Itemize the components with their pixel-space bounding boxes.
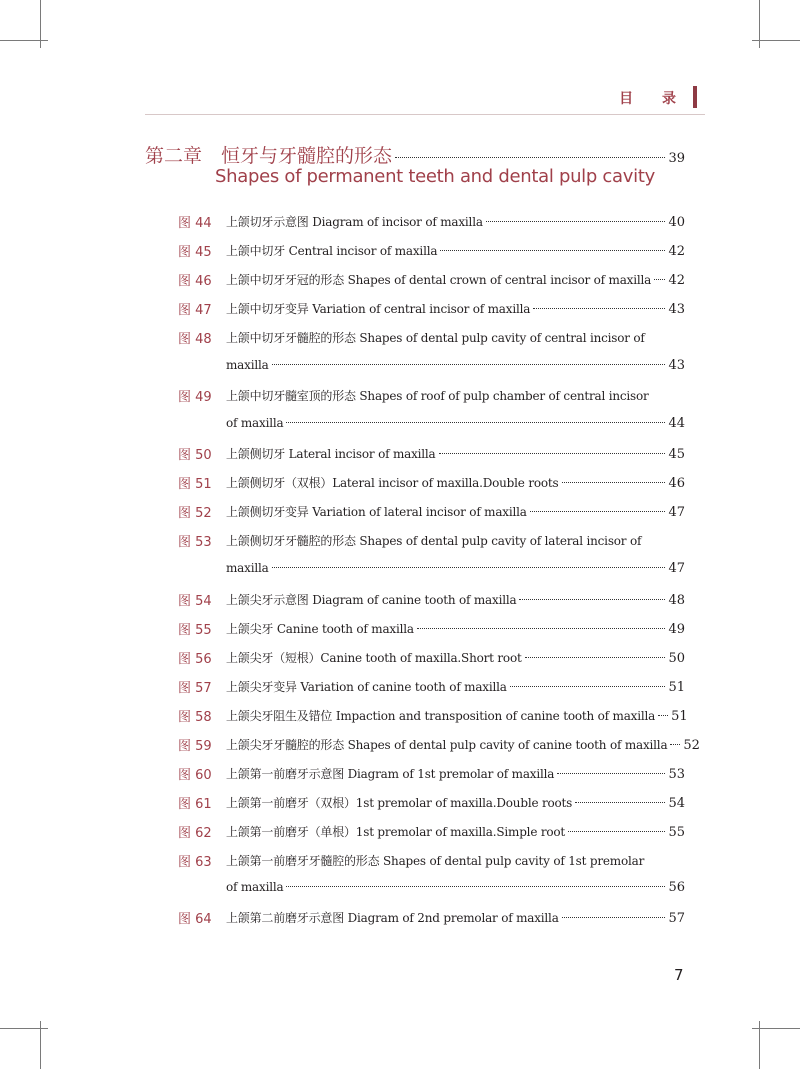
figure-label: 图 63 [178, 855, 212, 870]
entry-page-number: 47 [668, 561, 685, 576]
header-accent-bar [693, 86, 697, 108]
crop-mark [40, 1021, 41, 1069]
entry-title: 上颌尖牙变异 Variation of canine tooth of maxilla [226, 680, 507, 694]
figure-label: 图 61 [178, 797, 212, 812]
dot-leader [557, 773, 665, 774]
entry-page-number: 47 [668, 505, 685, 520]
crop-mark [759, 0, 760, 48]
figure-label: 图 49 [178, 390, 212, 405]
entry-title: 上颌中切牙髓室顶的形态 Shapes of roof of pulp chamber of central incisor [226, 389, 649, 403]
entry-page-number: 48 [668, 593, 685, 608]
dot-leader [670, 744, 680, 745]
dot-leader [439, 453, 666, 454]
dot-leader [286, 422, 665, 423]
entry-title: 上颌中切牙 Central incisor of maxilla [226, 244, 438, 258]
entry-page-number: 44 [668, 416, 685, 431]
entry-title: 上颌中切牙牙髓腔的形态 Shapes of dental pulp cavity of central incisor of [226, 331, 645, 345]
figure-label: 图 52 [178, 506, 212, 521]
entry-title: 上颌侧切牙变异 Variation of lateral incisor of maxilla [226, 505, 527, 519]
figure-label: 图 57 [178, 681, 212, 696]
dot-leader [575, 802, 665, 803]
entry-title: 上颌中切牙牙冠的形态 Shapes of dental crown of central incisor of maxilla [226, 273, 652, 287]
entry-title: 上颌尖牙示意图 Diagram of canine tooth of maxilla [226, 593, 517, 607]
entry-title: 上颌第二前磨牙示意图 Diagram of 2nd premolar of maxilla [226, 911, 559, 925]
entry-title: 上颌中切牙变异 Variation of central incisor of maxilla [226, 302, 531, 316]
dot-leader [286, 886, 665, 887]
entry-page-number: 43 [668, 302, 685, 317]
dot-leader [525, 657, 666, 658]
figure-label: 图 53 [178, 535, 212, 550]
figure-label: 图 47 [178, 303, 212, 318]
chapter-heading[interactable] [145, 141, 685, 168]
entry-page-number: 46 [668, 476, 685, 491]
entry-title: 上颌第一前磨牙示意图 Diagram of 1st premolar of maxilla [226, 767, 555, 781]
chapter-page-number: 39 [668, 151, 685, 166]
dot-leader [486, 221, 666, 222]
figure-label: 图 58 [178, 710, 212, 725]
entry-title-continued: maxilla [226, 561, 269, 575]
figure-label: 图 59 [178, 739, 212, 754]
entry-title-continued: maxilla [226, 358, 269, 372]
figure-label: 图 48 [178, 332, 212, 347]
entry-title: 上颌尖牙（短根）Canine tooth of maxilla.Short root [226, 651, 522, 665]
entry-title: 上颌切牙示意图 Diagram of incisor of maxilla [226, 215, 483, 229]
dot-leader [533, 308, 665, 309]
dot-leader [510, 686, 666, 687]
dot-leader [272, 364, 666, 365]
entry-title: 上颌尖牙牙髓腔的形态 Shapes of dental pulp cavity of canine tooth of maxilla [226, 738, 668, 752]
dot-leader [440, 250, 665, 251]
entry-page-number: 53 [668, 767, 685, 782]
figure-label: 图 54 [178, 594, 212, 609]
chapter-subtitle: Shapes of permanent teeth and dental pulp cavity [215, 166, 655, 187]
entry-page-number: 43 [668, 358, 685, 373]
entry-page-number: 55 [668, 825, 685, 840]
entry-page-number: 51 [671, 709, 688, 724]
dot-leader [395, 157, 665, 158]
entry-page-number: 51 [668, 680, 685, 695]
dot-leader [272, 567, 666, 568]
entry-title: 上颌尖牙 Canine tooth of maxilla [226, 622, 414, 636]
running-header-title: 目 录 [619, 91, 688, 107]
dot-leader [562, 917, 666, 918]
entry-page-number: 40 [668, 215, 685, 230]
entry-title: 上颌侧切牙 Lateral incisor of maxilla [226, 447, 436, 461]
chapter-title: 第二章 恒牙与牙髓腔的形态 [145, 145, 393, 167]
entry-title-continued: of maxilla [226, 880, 284, 894]
dot-leader [654, 279, 665, 280]
header-rule [145, 114, 705, 115]
entry-page-number: 42 [668, 244, 685, 259]
figure-label: 图 64 [178, 912, 212, 927]
entry-title: 上颌第一前磨牙（单根）1st premolar of maxilla.Simple root [226, 825, 566, 839]
figure-label: 图 46 [178, 274, 212, 289]
figure-label: 图 44 [178, 216, 212, 231]
crop-mark [40, 0, 41, 48]
entry-title: 上颌尖牙阻生及错位 Impaction and transposition of canine tooth of maxilla [226, 709, 656, 723]
crop-mark [759, 1021, 760, 1069]
entry-page-number: 42 [668, 273, 685, 288]
dot-leader [568, 831, 665, 832]
entry-page-number: 54 [668, 796, 685, 811]
figure-label: 图 50 [178, 448, 212, 463]
entry-page-number: 45 [668, 447, 685, 462]
figure-label: 图 56 [178, 652, 212, 667]
entry-title: 上颌侧切牙（双根）Lateral incisor of maxilla.Double roots [226, 476, 559, 490]
entry-title-continued: of maxilla [226, 416, 284, 430]
entry-page-number: 49 [668, 622, 685, 637]
dot-leader [658, 715, 668, 716]
dot-leader [519, 599, 665, 600]
figure-label: 图 55 [178, 623, 212, 638]
entry-title: 上颌第一前磨牙（双根）1st premolar of maxilla.Double roots [226, 796, 573, 810]
figure-label: 图 51 [178, 477, 212, 492]
dot-leader [530, 511, 666, 512]
figure-label: 图 62 [178, 826, 212, 841]
figure-label: 图 45 [178, 245, 212, 260]
entry-title: 上颌第一前磨牙牙髓腔的形态 Shapes of dental pulp cavity of 1st premolar [226, 854, 645, 868]
dot-leader [562, 482, 666, 483]
entry-page-number: 50 [668, 651, 685, 666]
dot-leader [417, 628, 666, 629]
entry-title: 上颌侧切牙牙髓腔的形态 Shapes of dental pulp cavity of lateral incisor of [226, 534, 642, 548]
entry-page-number: 57 [668, 911, 685, 926]
page-folio: 7 [674, 966, 684, 984]
figure-label: 图 60 [178, 768, 212, 783]
entry-page-number: 52 [683, 738, 700, 753]
entry-page-number: 56 [668, 880, 685, 895]
